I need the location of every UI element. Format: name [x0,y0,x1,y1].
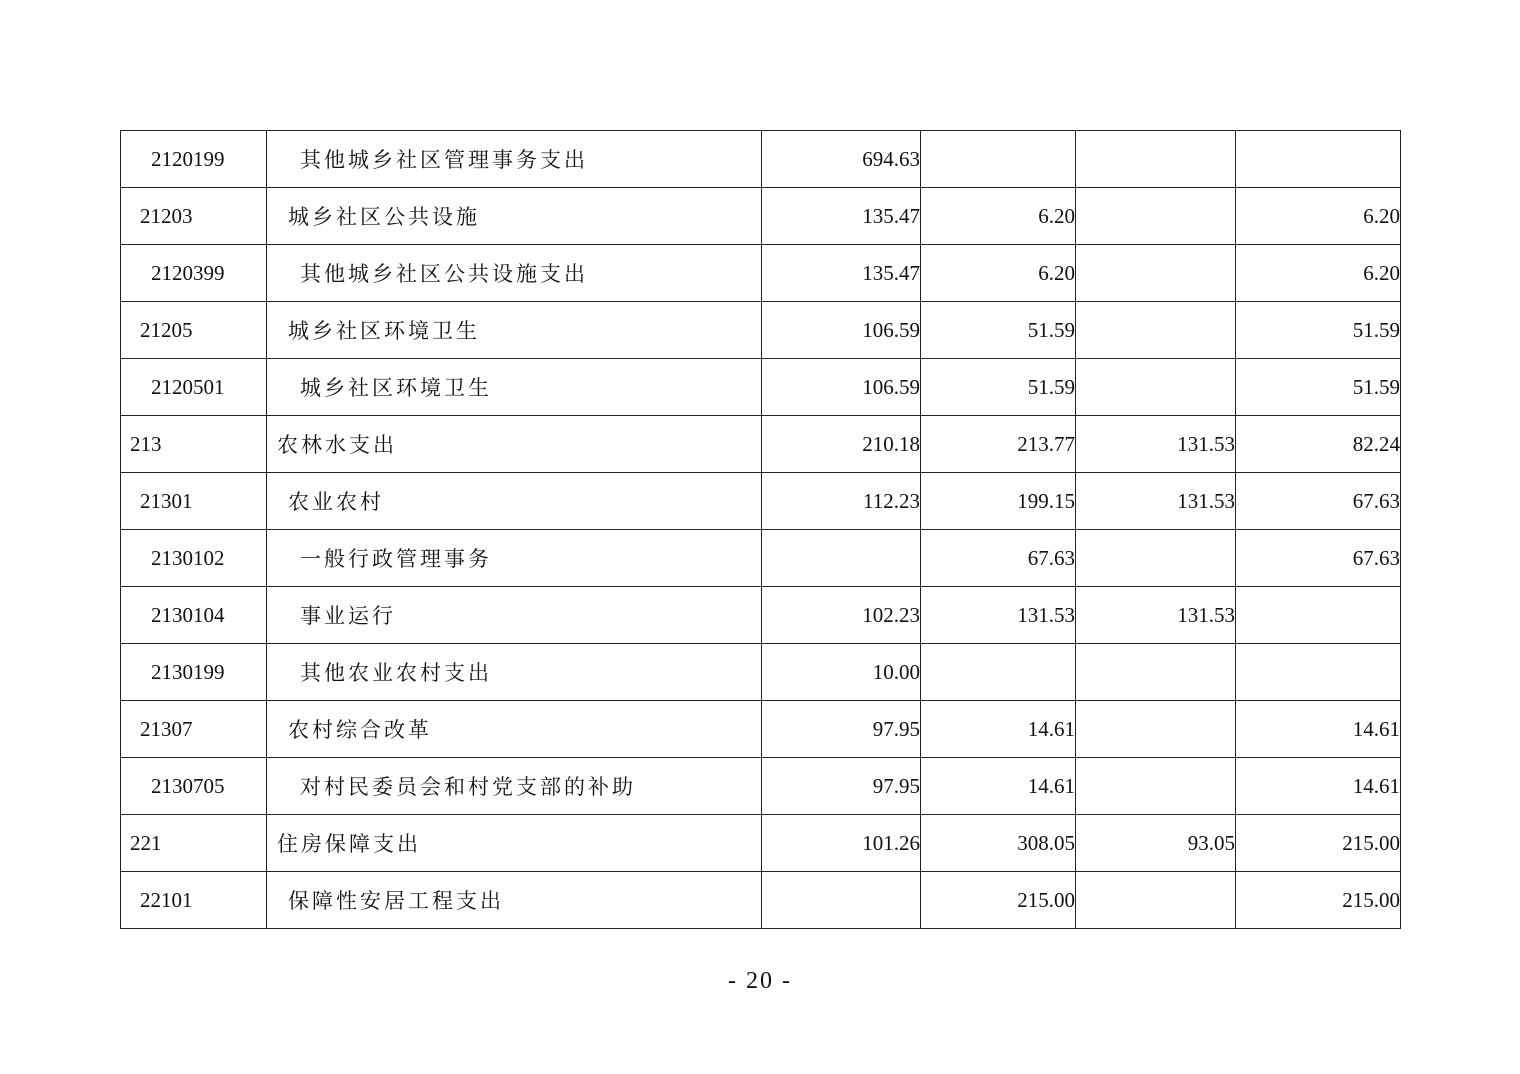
amount-col2-cell: 51.59 [921,302,1076,359]
amount-col2-cell [921,131,1076,188]
amount-col4-cell: 215.00 [1236,872,1401,929]
amount-col2-cell: 131.53 [921,587,1076,644]
amount-col1-cell: 135.47 [762,188,921,245]
account-name-cell: 其他城乡社区管理事务支出 [267,131,762,188]
table-row [121,188,1401,245]
account-code-cell: 2130104 [121,587,267,644]
amount-col4-cell: 82.24 [1236,416,1401,473]
amount-col3-cell [1076,302,1236,359]
amount-col2-cell: 67.63 [921,530,1076,587]
account-code-cell: 22101 [121,872,267,929]
amount-col2-cell: 199.15 [921,473,1076,530]
amount-col1-cell: 694.63 [762,131,921,188]
account-name-cell: 其他农业农村支出 [267,644,762,701]
account-name-cell: 城乡社区环境卫生 [267,359,762,416]
amount-col3-cell [1076,644,1236,701]
amount-col1-cell: 102.23 [762,587,921,644]
amount-col3-cell [1076,701,1236,758]
table-row [121,758,1401,815]
account-code-cell: 221 [121,815,267,872]
amount-col4-cell: 51.59 [1236,359,1401,416]
amount-col4-cell: 14.61 [1236,758,1401,815]
table-row [121,416,1401,473]
amount-col4-cell: 67.63 [1236,530,1401,587]
amount-col3-cell: 131.53 [1076,416,1236,473]
amount-col1-cell: 106.59 [762,359,921,416]
table-row [121,815,1401,872]
budget-table-body [121,131,1401,929]
account-name-cell: 事业运行 [267,587,762,644]
amount-col4-cell: 6.20 [1236,188,1401,245]
page-number: - 20 - [728,968,792,994]
amount-col4-cell [1236,131,1401,188]
amount-col2-cell: 6.20 [921,245,1076,302]
account-code-cell: 21205 [121,302,267,359]
account-code-cell: 2130199 [121,644,267,701]
amount-col3-cell [1076,530,1236,587]
amount-col2-cell: 51.59 [921,359,1076,416]
account-name-cell: 一般行政管理事务 [267,530,762,587]
account-name-cell: 城乡社区公共设施 [267,188,762,245]
amount-col4-cell: 14.61 [1236,701,1401,758]
table-row [121,245,1401,302]
table-row [121,701,1401,758]
amount-col1-cell: 210.18 [762,416,921,473]
table-row [121,473,1401,530]
table-row [121,587,1401,644]
amount-col2-cell: 308.05 [921,815,1076,872]
table-row [121,644,1401,701]
amount-col4-cell [1236,587,1401,644]
amount-col1-cell: 106.59 [762,302,921,359]
account-code-cell: 2120399 [121,245,267,302]
amount-col3-cell: 131.53 [1076,473,1236,530]
account-name-cell: 其他城乡社区公共设施支出 [267,245,762,302]
account-code-cell: 2120501 [121,359,267,416]
amount-col1-cell: 135.47 [762,245,921,302]
amount-col4-cell: 51.59 [1236,302,1401,359]
amount-col4-cell: 215.00 [1236,815,1401,872]
amount-col3-cell [1076,359,1236,416]
amount-col3-cell [1076,131,1236,188]
account-name-cell: 城乡社区环境卫生 [267,302,762,359]
amount-col3-cell: 131.53 [1076,587,1236,644]
account-code-cell: 2130102 [121,530,267,587]
account-code-cell: 21307 [121,701,267,758]
amount-col2-cell: 6.20 [921,188,1076,245]
budget-table [120,130,1401,929]
table-row [121,131,1401,188]
account-name-cell: 对村民委员会和村党支部的补助 [267,758,762,815]
table-row [121,872,1401,929]
amount-col2-cell [921,644,1076,701]
account-name-cell: 农业农村 [267,473,762,530]
amount-col1-cell: 112.23 [762,473,921,530]
amount-col2-cell: 213.77 [921,416,1076,473]
account-code-cell: 213 [121,416,267,473]
account-code-cell: 2130705 [121,758,267,815]
amount-col1-cell [762,530,921,587]
account-code-cell: 21301 [121,473,267,530]
amount-col3-cell [1076,872,1236,929]
amount-col1-cell: 101.26 [762,815,921,872]
amount-col4-cell: 67.63 [1236,473,1401,530]
table-row [121,359,1401,416]
amount-col1-cell: 10.00 [762,644,921,701]
table-row [121,302,1401,359]
amount-col3-cell [1076,245,1236,302]
table-row [121,530,1401,587]
amount-col1-cell: 97.95 [762,758,921,815]
amount-col1-cell: 97.95 [762,701,921,758]
amount-col3-cell [1076,758,1236,815]
amount-col2-cell: 14.61 [921,758,1076,815]
amount-col3-cell: 93.05 [1076,815,1236,872]
amount-col3-cell [1076,188,1236,245]
amount-col4-cell: 6.20 [1236,245,1401,302]
amount-col2-cell: 215.00 [921,872,1076,929]
amount-col4-cell [1236,644,1401,701]
account-name-cell: 住房保障支出 [267,815,762,872]
amount-col2-cell: 14.61 [921,701,1076,758]
account-name-cell: 农林水支出 [267,416,762,473]
account-name-cell: 保障性安居工程支出 [267,872,762,929]
account-code-cell: 21203 [121,188,267,245]
account-name-cell: 农村综合改革 [267,701,762,758]
account-code-cell: 2120199 [121,131,267,188]
amount-col1-cell [762,872,921,929]
